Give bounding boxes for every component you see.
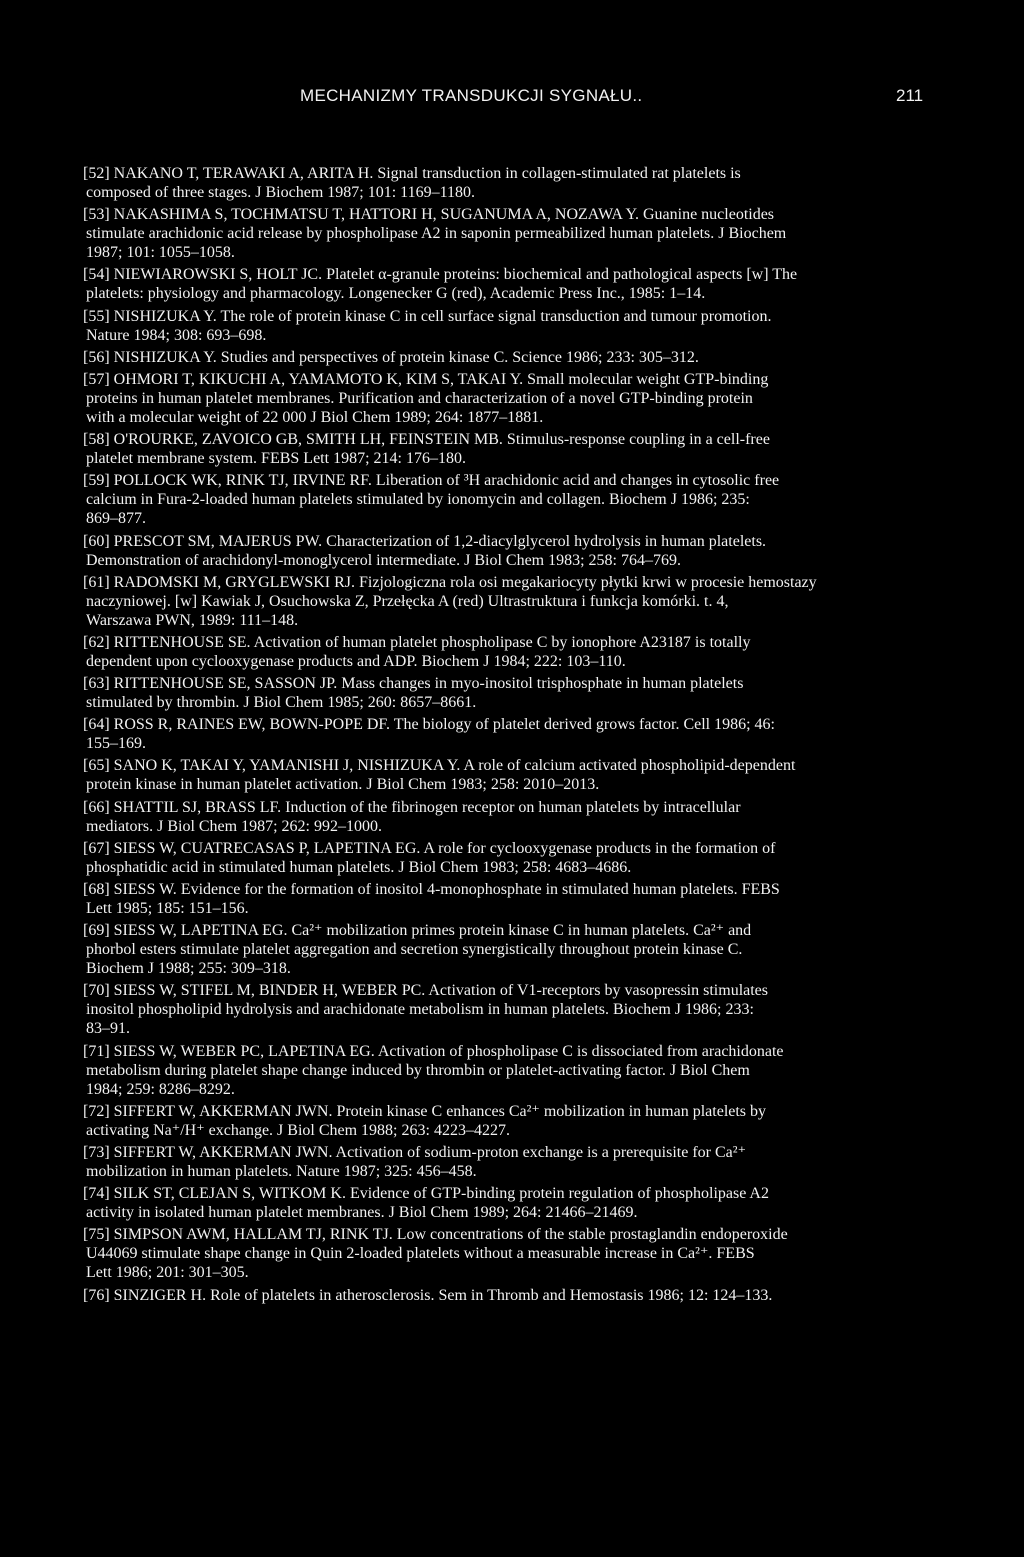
reference-line: protein kinase in human platelet activation. J Biol Chem 1983; 258: 2010–2013. [86,776,600,794]
reference-list [83,164,932,1308]
reference-line: [64] ROSS R, RAINES EW, BOWN-POPE DF. The biology of platelet derived grows factor. Cell 1986; 46: [83,716,775,734]
reference-line: proteins in human platelet membranes. Purification and characterization of a novel GTP-binding protein [86,389,753,407]
reference-line: [76] SINZIGER H. Role of platelets in atherosclerosis. Sem in Thromb and Hemostasis 1986; 12: 124–133. [83,1286,773,1304]
reference-line: 155–169. [86,735,146,753]
page-number: 211 [896,86,924,105]
reference-item [83,348,932,367]
reference-line: phosphatidic acid in stimulated human platelets. J Biol Chem 1983; 258: 4683–4686. [86,858,632,876]
reference-item [83,205,932,262]
page-header [0,86,1024,110]
reference-line: activity in isolated human platelet membranes. J Biol Chem 1989; 264: 21466–21469. [86,1204,638,1222]
reference-line: naczyniowej. [w] Kawiak J, Osuchowska Z, Przełęcka A (red) Ultrastruktura i funkcja komórki. t. 4, [86,592,729,610]
reference-item [83,1184,932,1222]
reference-line: inositol phospholipid hydrolysis and arachidonate metabolism in human platelets. Biochem J 1986; 233: [86,1001,754,1019]
reference-item [83,164,932,202]
reference-line: [73] SIFFERT W, AKKERMAN JWN. Activation of sodium-proton exchange is a prerequisite for Ca²⁺ [83,1143,747,1161]
reference-line: mediators. J Biol Chem 1987; 262: 992–1000. [86,817,382,835]
reference-line: [62] RITTENHOUSE SE. Activation of human platelet phospholipase C by ionophore A23187 is totally [83,633,751,651]
reference-line: Lett 1985; 185: 151–156. [86,900,249,917]
reference-line: 83–91. [86,1020,130,1038]
reference-line: [57] OHMORI T, KIKUCHI A, YAMAMOTO K, KIM S, TAKAI Y. Small molecular weight GTP-binding [83,370,769,388]
reference-item [83,798,932,836]
reference-line: [74] SILK ST, CLEJAN S, WITKOM K. Evidence of GTP-binding protein regulation of phospholipase A2 [83,1185,769,1203]
reference-line: Lett 1986; 201: 301–305. [86,1264,249,1282]
reference-line: [75] SIMPSON AWM, HALLAM TJ, RINK TJ. Low concentrations of the stable prostaglandin endoperoxide [83,1226,788,1244]
reference-line: composed of three stages. J Biochem 1987; 101: 1169–1180. [86,184,475,201]
reference-item [83,880,932,918]
reference-line: [71] SIESS W, WEBER PC, LAPETINA EG. Activation of phospholipase C is dissociated from arachidonate [83,1042,784,1060]
reference-line: [72] SIFFERT W, AKKERMAN JWN. Protein kinase C enhances Ca²⁺ mobilization in human platelets by [83,1102,767,1120]
reference-line: [65] SANO K, TAKAI Y, YAMANISHI J, NISHIZUKA Y. A role of calcium activated phospholipid-dependent [83,757,796,775]
reference-line: dependent upon cyclooxygenase products and ADP. Biochem J 1984; 222: 103–110. [86,652,626,670]
reference-line: [55] NISHIZUKA Y. The role of protein kinase C in cell surface signal transduction and tumour promotion. [83,307,772,325]
reference-line: [61] RADOMSKI M, GRYGLEWSKI RJ. Fizjologiczna rola osi megakariocyty płytki krwi w procesie hemostazy [83,573,817,591]
reference-line: U44069 stimulate shape change in Quin 2-loaded platelets without a measurable increase in Ca²⁺. FEBS [86,1245,755,1263]
reference-item [83,1286,932,1305]
reference-item [83,307,932,345]
reference-line: 869–877. [86,510,146,528]
reference-line: [52] NAKANO T, TERAWAKI A, ARITA H. Signal transduction in collagen-stimulated rat platelets is [83,165,741,182]
reference-item [83,1042,932,1099]
reference-line: [67] SIESS W, CUATRECASAS P, LAPETINA EG. A role for cyclooxygenase products in the formation of [83,839,776,857]
reference-line: [66] SHATTIL SJ, BRASS LF. Induction of the fibrinogen receptor on human platelets by intracellular [83,798,741,816]
reference-item [83,633,932,671]
reference-line: 1984; 259: 8286–8292. [86,1080,235,1098]
reference-item [83,532,932,570]
reference-item [83,430,932,468]
reference-line: stimulated by thrombin. J Biol Chem 1985; 260: 8657–8661. [86,694,477,712]
reference-item [83,471,932,528]
reference-item [83,715,932,753]
reference-line: Warszawa PWN, 1989: 111–148. [86,611,299,629]
reference-item [83,921,932,978]
reference-line: platelets: physiology and pharmacology. Longenecker G (red), Academic Press Inc., 1985: 1–14. [86,285,706,303]
reference-item [83,265,932,303]
reference-line: Biochem J 1988; 255: 309–318. [86,960,291,978]
reference-item [83,1102,932,1140]
reference-item [83,981,932,1038]
reference-line: [54] NIEWIAROWSKI S, HOLT JC. Platelet α-granule proteins: biochemical and pathological aspects [w] The [83,266,798,284]
reference-item [83,370,932,427]
reference-item [83,573,932,630]
reference-item [83,1225,932,1282]
reference-line: [59] POLLOCK WK, RINK TJ, IRVINE RF. Liberation of ³H arachidonic acid and changes in cytosolic free [83,472,780,490]
reference-line: [63] RITTENHOUSE SE, SASSON JP. Mass changes in myo-inositol trisphosphate in human platelets [83,675,744,693]
reference-line: calcium in Fura-2-loaded human platelets stimulated by ionomycin and collagen. Biochem J 1986; 235: [86,491,750,509]
reference-line: Nature 1984; 308: 693–698. [86,326,267,344]
reference-line: 1987; 101: 1055–1058. [86,244,235,262]
reference-line: [60] PRESCOT SM, MAJERUS PW. Characterization of 1,2-diacylglycerol hydrolysis in human platelets. [83,532,767,550]
reference-item [83,674,932,712]
reference-line: activating Na⁺/H⁺ exchange. J Biol Chem 1988; 263: 4223–4227. [86,1121,510,1139]
reference-line: mobilization in human platelets. Nature 1987; 325: 456–458. [86,1162,477,1180]
reference-line: Demonstration of arachidonyl-monoglycerol intermediate. J Biol Chem 1983; 258: 764–769. [86,551,681,569]
reference-line: [68] SIESS W. Evidence for the formation of inositol 4-monophosphate in stimulated human platelets. FEBS [83,881,780,898]
reference-line: with a molecular weight of 22 000 J Biol Chem 1989; 264: 1877–1881. [86,408,544,426]
running-title: MECHANIZMY TRANSDUKCJI SYGNAŁU.. [300,86,643,105]
reference-line: stimulate arachidonic acid release by phospholipase A2 in saponin permeabilized human platelets. J Biochem [86,225,787,243]
reference-item [83,756,932,794]
reference-item [83,839,932,877]
reference-line: platelet membrane system. FEBS Lett 1987; 214: 176–180. [86,450,466,468]
reference-line: phorbol esters stimulate platelet aggregation and secretion synergistically throughout protein kinase C. [86,941,743,959]
reference-line: [56] NISHIZUKA Y. Studies and perspectives of protein kinase C. Science 1986; 233: 305–312. [83,348,699,366]
reference-line: [69] SIESS W, LAPETINA EG. Ca²⁺ mobilization primes protein kinase C in human platelets. Ca²⁺ and [83,922,752,940]
reference-item [83,1143,932,1181]
reference-line: [58] O'ROURKE, ZAVOICO GB, SMITH LH, FEINSTEIN MB. Stimulus-response coupling in a cell-free [83,431,770,449]
reference-line: metabolism during platelet shape change induced by thrombin or platelet-activating factor. J Biol Chem [86,1061,750,1079]
reference-line: [53] NAKASHIMA S, TOCHMATSU T, HATTORI H, SUGANUMA A, NOZAWA Y. Guanine nucleotides [83,206,775,224]
reference-line: [70] SIESS W, STIFEL M, BINDER H, WEBER PC. Activation of V1-receptors by vasopressin stimulates [83,982,769,1000]
